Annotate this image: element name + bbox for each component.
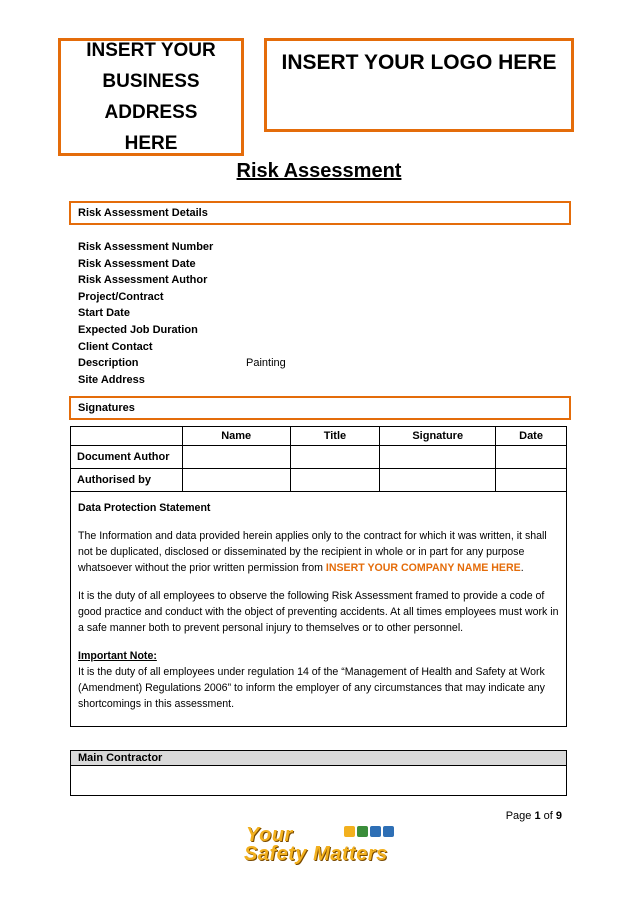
main-contractor-header: Main Contractor — [70, 750, 567, 766]
statement-text-end: . — [520, 562, 524, 574]
page-number — [480, 810, 562, 822]
detail-label: Description — [78, 357, 139, 370]
page-prefix: Page — [505, 810, 535, 822]
detail-row — [78, 339, 548, 356]
page-sep: of — [540, 810, 556, 822]
row-label: Document Author — [71, 446, 183, 469]
detail-value: Painting — [246, 357, 286, 370]
detail-row — [78, 289, 548, 306]
date-cell[interactable] — [496, 469, 567, 492]
duty-paragraph: It is the duty of all employees to observe the following Risk Assessment framed to provide a code of good practice and conduct with the object of preventing accidents. At all times employees must work in a safe manner both to prevent personal injury to themselves or to other personnel. — [78, 590, 559, 634]
important-note-title: Important Note: — [78, 650, 157, 662]
detail-label: Project/Contract — [78, 290, 164, 303]
signature-cell[interactable] — [380, 446, 496, 469]
first-aid-icon — [357, 826, 368, 837]
name-cell[interactable] — [182, 446, 290, 469]
table-header: Signature — [380, 427, 496, 446]
logo-placeholder — [264, 38, 574, 132]
detail-label: Client Contact — [78, 340, 153, 353]
safety-icon — [383, 826, 394, 837]
important-note — [78, 648, 560, 712]
signature-table — [70, 426, 567, 492]
section-header-signatures: Signatures — [69, 396, 571, 420]
name-cell[interactable] — [182, 469, 290, 492]
section-header-details: Risk Assessment Details — [69, 201, 571, 225]
detail-row — [78, 355, 548, 372]
detail-label: Risk Assessment Date — [78, 257, 196, 270]
page-title: Risk Assessment — [236, 160, 402, 182]
business-address-text: INSERT YOUR BUSINESS ADDRESS HERE — [86, 40, 216, 154]
title-cell[interactable] — [290, 469, 380, 492]
title-cell[interactable] — [290, 446, 380, 469]
detail-label: Start Date — [78, 307, 130, 320]
detail-row — [78, 239, 548, 256]
table-header-row — [71, 427, 567, 446]
detail-label: Site Address — [78, 373, 145, 386]
hazard-icon — [344, 826, 355, 837]
data-protection-statement — [70, 490, 567, 727]
table-header: Title — [290, 427, 380, 446]
business-address-placeholder — [58, 38, 244, 156]
detail-row — [78, 322, 548, 339]
detail-label: Expected Job Duration — [78, 323, 198, 336]
brand-icons — [344, 826, 394, 837]
company-name-placeholder: INSERT YOUR COMPANY NAME HERE — [325, 562, 521, 574]
detail-label: Risk Assessment Author — [78, 274, 208, 287]
row-label: Authorised by — [71, 469, 183, 492]
details-list — [78, 239, 548, 388]
brand-logo — [244, 824, 404, 866]
statement-paragraph — [78, 528, 560, 576]
table-row — [71, 446, 567, 469]
mandatory-icon — [370, 826, 381, 837]
logo-placeholder-text: INSERT YOUR LOGO HERE — [281, 51, 557, 74]
brand-logo-line2: Safety Matters — [244, 843, 388, 865]
brand-logo-line1: Your — [246, 824, 293, 846]
detail-row — [78, 305, 548, 322]
detail-row — [78, 272, 548, 289]
detail-row — [78, 256, 548, 273]
page-current: 1 — [534, 810, 541, 822]
page-total: 9 — [555, 810, 562, 822]
table-header: Date — [496, 427, 567, 446]
date-cell[interactable] — [496, 446, 567, 469]
detail-label: Risk Assessment Number — [78, 241, 214, 253]
signature-cell[interactable] — [380, 469, 496, 492]
detail-row — [78, 372, 548, 389]
table-row — [71, 469, 567, 492]
table-header — [71, 427, 183, 446]
main-contractor-field[interactable] — [70, 765, 567, 796]
statement-text: The Information and data provided herein applies only to the contract for which it was written, it shall not be duplicated, disclosed or disseminated by the recipient in whole or in part for any purpose whatsoever without the prior written permission from — [78, 530, 547, 574]
table-header: Name — [182, 427, 290, 446]
statement-title: Data Protection Statement — [78, 502, 211, 514]
important-note-text: It is the duty of all employees under regulation 14 of the “Management of Health and Safety at Work (Amendment) Regulations 2006” to inform the employer of any circumstances that may indicate any shortcomings in this assessment. — [78, 666, 545, 710]
